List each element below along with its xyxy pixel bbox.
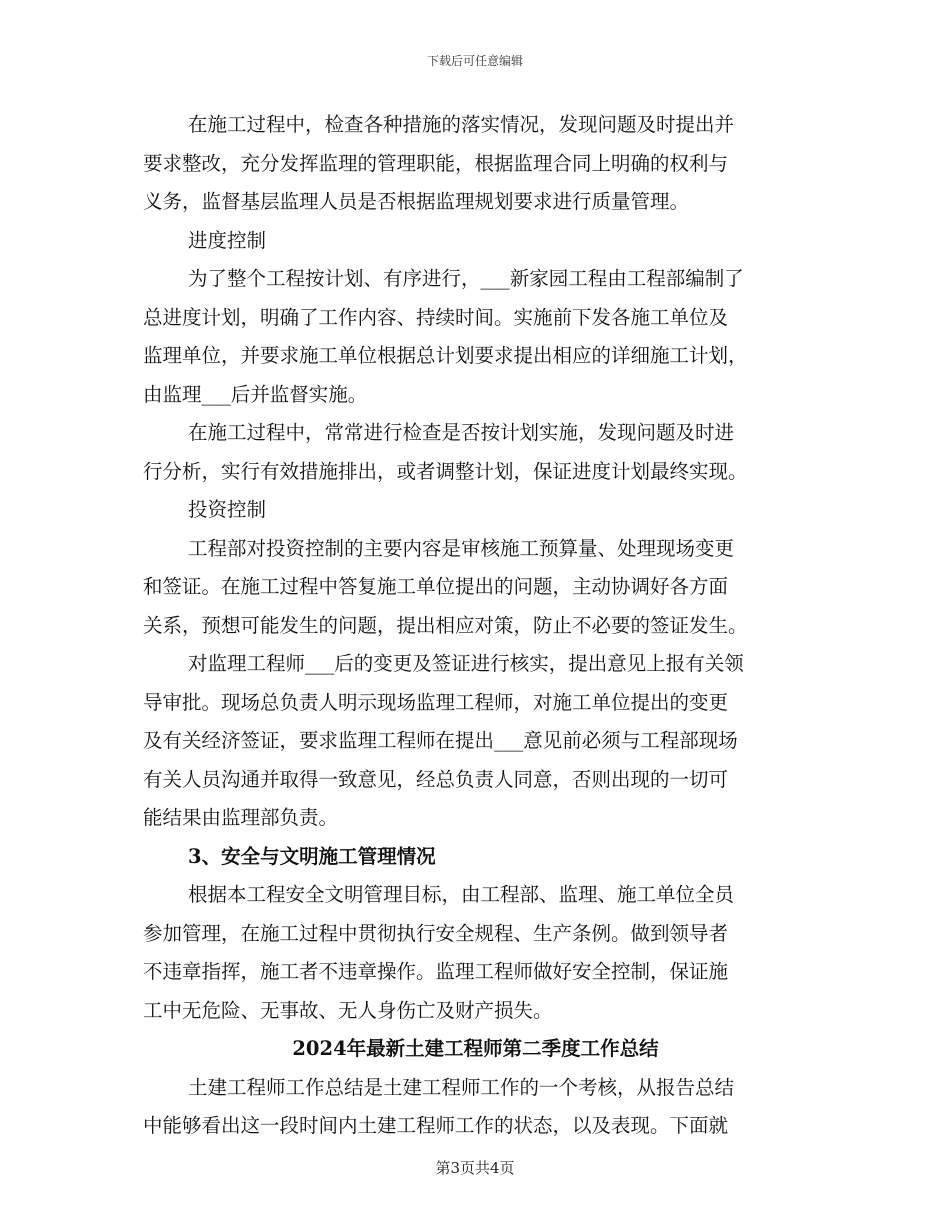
text-line: 工程部对投资控制的主要内容是审核施工预算量、处理现场变更: [188, 536, 735, 560]
text-line: 由监理___后并监督实施。: [143, 382, 368, 406]
text-line: 能结果由监理部负责。: [143, 806, 339, 829]
text-line: 为了整个工程按计划、有序进行，___新家园工程由工程部编制了: [188, 267, 744, 290]
text-line: 总进度计划，明确了工作内容、持续时间。实施前下发各施工单位及: [143, 305, 729, 329]
section-heading: 3、安全与文明施工管理情况: [188, 844, 436, 868]
text-line: 进度控制: [188, 228, 267, 252]
page-footer: 第3页共4页: [435, 1159, 515, 1177]
section-title: 2024年最新土建工程师第二季度工作总结: [292, 1037, 659, 1060]
text-line: 工中无危险、无事故、无人身伤亡及财产损失。: [143, 998, 553, 1022]
text-line: 在施工过程中，常常进行检查是否按计划实施，发现问题及时进: [188, 421, 735, 444]
text-line: 在施工过程中，检查各种措施的落实情况，发现问题及时提出并: [188, 113, 735, 136]
text-line: 及有关经济签证，要求监理工程师在提出___意见前必须与工程部现场: [143, 729, 738, 752]
text-line: 行分析，实行有效措施排出，或者调整计划，保证进度计划最终实现。: [143, 459, 748, 483]
text-line: 不违章指挥，施工者不违章操作。监理工程师做好安全控制，保证施: [143, 960, 729, 983]
text-line: 有关人员沟通并取得一致意见，经总负责人同意，否则出现的一切可: [143, 767, 729, 791]
text-line: 对监理工程师___后的变更及签证进行核实，提出意见上报有关领: [188, 652, 744, 675]
text-line: 导审批。现场总负责人明示现场监理工程师，对施工单位提出的变更: [143, 690, 729, 714]
page-header: 下载后可任意编辑: [426, 54, 523, 68]
text-line: 义务，监督基层监理人员是否根据监理规划要求进行质量管理。: [143, 190, 690, 213]
text-line: 土建工程师工作总结是土建工程师工作的一个考核，从报告总结: [188, 1075, 735, 1099]
text-line: 中能够看出这一段时间内土建工程师工作的状态，以及表现。下面就: [143, 1114, 729, 1137]
document-body: [143, 106, 808, 1146]
text-line: 监理单位，并要求施工单位根据总计划要求提出相应的详细施工计划，: [143, 344, 748, 367]
text-line: 参加管理，在施工过程中贯彻执行安全规程、生产条例。做到领导者: [143, 921, 729, 945]
text-line: 投资控制: [188, 498, 267, 521]
text-line: 和签证。在施工过程中答复施工单位提出的问题，主动协调好各方面: [143, 575, 729, 598]
text-line: 关系，预想可能发生的问题，提出相应对策，防止不必要的签证发生。: [143, 613, 748, 637]
text-line: 要求整改，充分发挥监理的管理职能，根据监理合同上明确的权利与: [143, 151, 729, 175]
text-line: 根据本工程安全文明管理目标，由工程部、监理、施工单位全员: [188, 883, 735, 906]
